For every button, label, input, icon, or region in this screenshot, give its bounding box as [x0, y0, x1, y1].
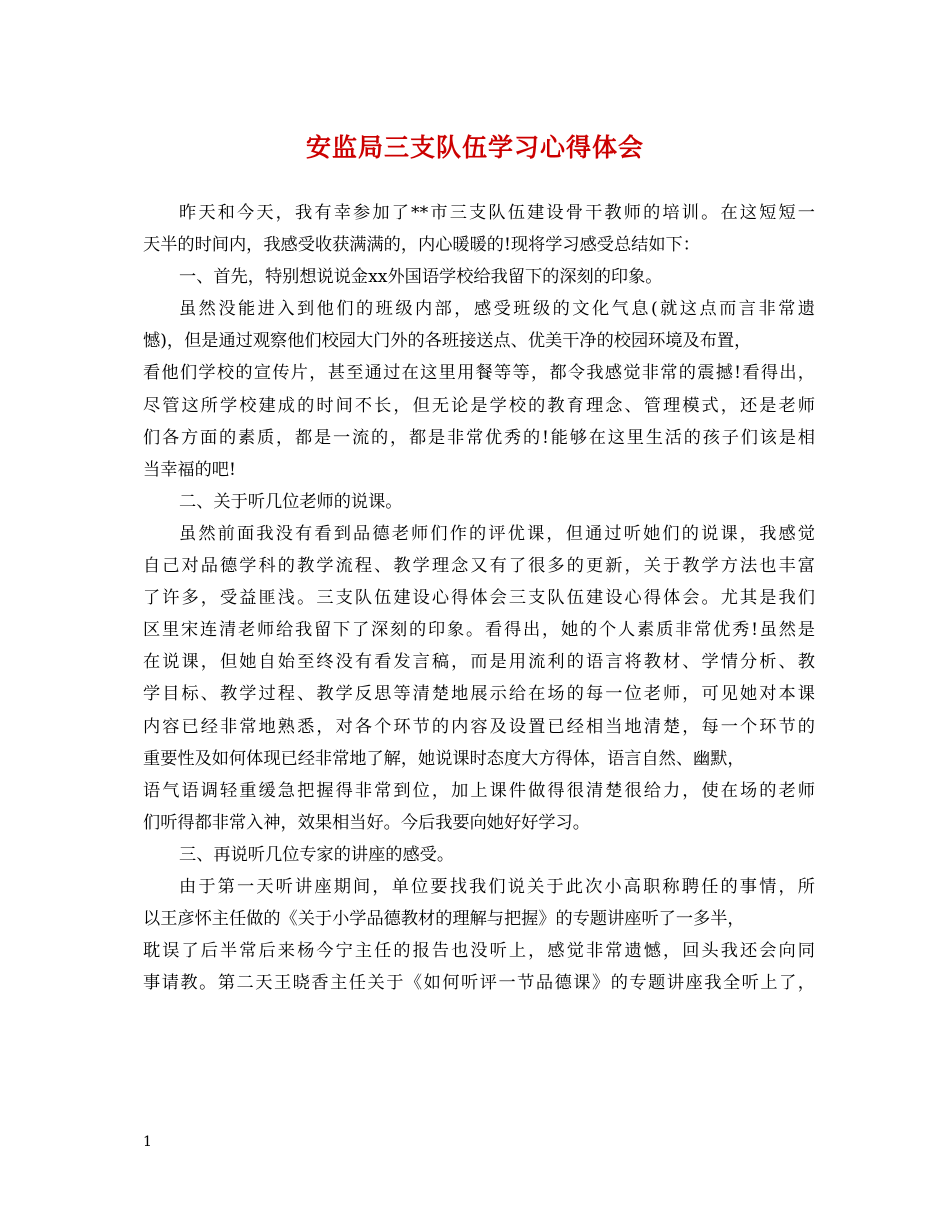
text-line: 自己对品德学科的教学流程、教学理念又有了很多的更新，关于教学方法也丰富 — [143, 556, 815, 577]
body-text — [143, 197, 815, 999]
text-line: 重要性及如何体现已经非常地了解，她说课时态度大方得体，语言自然、幽默， — [143, 748, 745, 769]
text-line: 了许多，受益匪浅。三支队伍建设心得体会三支队伍建设心得体会。尤其是我们 — [143, 588, 815, 609]
text-line: 耽误了后半常后来杨今宁主任的报告也没听上，感觉非常遗憾，回头我还会向同 — [143, 941, 815, 962]
text-line: 语气语调轻重缓急把握得非常到位，加上课件做得很清楚很给力，使在场的老师 — [143, 780, 815, 801]
document-title: 安监局三支队伍学习心得体会 — [305, 133, 644, 162]
text-line: 天半的时间内，我感受收获满满的，内心暖暖的!现将学习感受总结如下： — [143, 235, 700, 256]
text-line: 内容已经非常地熟悉，对各个环节的内容及设置已经相当地清楚，每一个环节的 — [143, 716, 815, 737]
text-line: 虽然前面我没有看到品德老师们作的评优课，但通过听她们的说课，我感觉 — [179, 523, 815, 544]
text-line: 事请教。第二天王晓香主任关于《如何听评一节品德课》的专题讲座我全听上了， — [143, 973, 815, 994]
text-line: 一、首先，特别想说说金xx外国语学校给我留下的深刻的印象。 — [179, 267, 663, 288]
text-line: 虽然没能进入到他们的班级内部，感受班级的文化气息(就这点而言非常遗 — [179, 299, 815, 320]
text-line: 尽管这所学校建成的时间不长，但无论是学校的教育理念、管理模式，还是老师 — [143, 395, 815, 416]
text-line: 看他们学校的宣传片，甚至通过在这里用餐等等，都令我感觉非常的震撼!看得出， — [143, 363, 815, 384]
text-line: 二、关于听几位老师的说课。 — [179, 491, 403, 512]
text-line: 三、再说听几位专家的讲座的感受。 — [179, 844, 455, 865]
text-line: 们听得都非常入神，效果相当好。今后我要向她好好学习。 — [143, 812, 590, 833]
text-line: 当幸福的吧! — [143, 459, 236, 480]
text-line: 以王彦怀主任做的《关于小学品德教材的理解与把握》的专题讲座听了一多半， — [143, 909, 745, 930]
text-line: 憾)，但是通过观察他们校园大门外的各班接送点、优美干净的校园环境及布置， — [143, 331, 752, 352]
text-line: 由于第一天听讲座期间，单位要找我们说关于此次小高职称聘任的事情，所 — [179, 876, 815, 897]
text-line: 学目标、教学过程、教学反思等清楚地展示给在场的每一位老师，可见她对本课 — [143, 684, 815, 705]
page-number: 1 — [143, 1134, 152, 1150]
text-line: 昨天和今天，我有幸参加了**市三支队伍建设骨干教师的培训。在这短短一 — [179, 203, 815, 223]
text-line: 区里宋连清老师给我留下了深刻的印象。看得出，她的个人素质非常优秀!虽然是 — [143, 620, 815, 641]
text-line: 在说课，但她自始至终没有看发言稿，而是用流利的语言将教材、学情分析、教 — [143, 652, 815, 673]
text-line: 们各方面的素质，都是一流的，都是非常优秀的!能够在这里生活的孩子们该是相 — [143, 427, 815, 448]
